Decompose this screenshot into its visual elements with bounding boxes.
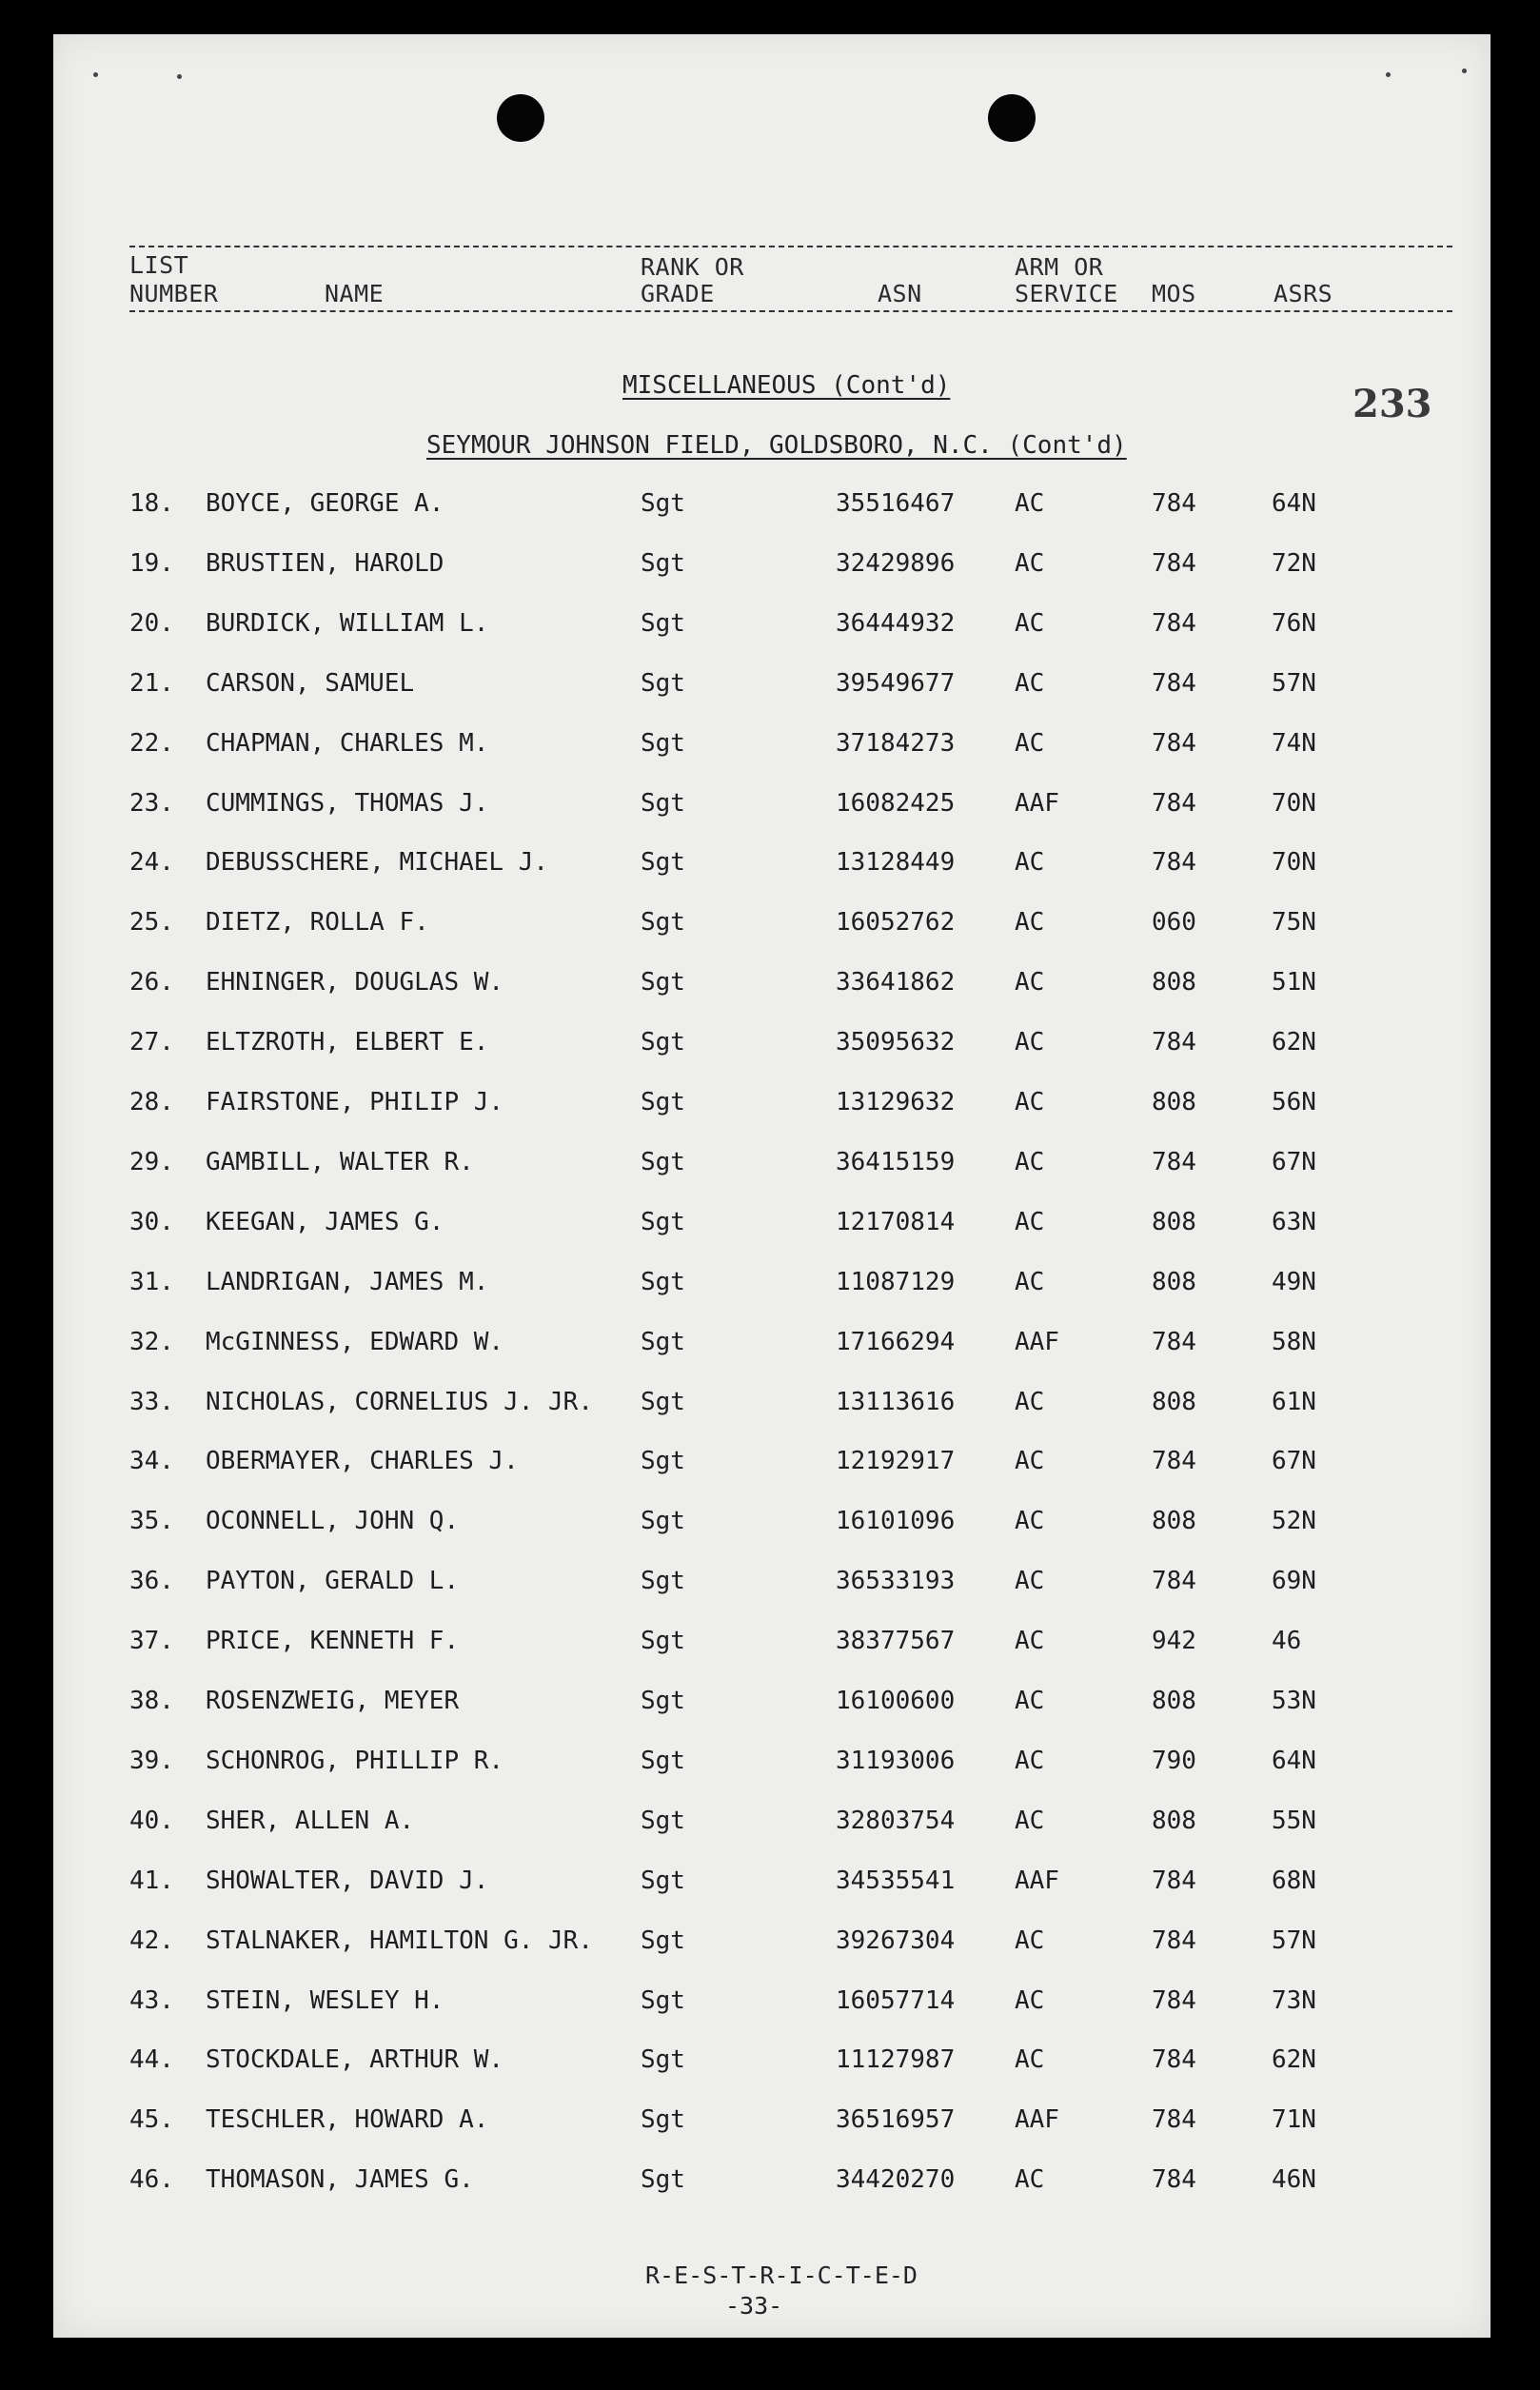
cell-num: 36. xyxy=(129,1567,174,1596)
cell-rank: Sgt xyxy=(641,1746,685,1775)
cell-mos: 942 xyxy=(1152,1627,1196,1656)
cell-mos: 784 xyxy=(1152,848,1196,878)
cell-asn: 16100600 xyxy=(836,1687,956,1715)
cell-arm: AC xyxy=(1015,908,1045,938)
cell-name: BOYCE, GEORGE A. xyxy=(206,489,444,518)
cell-num: 19. xyxy=(129,548,174,578)
cell-name: BURDICK, WILLIAM L. xyxy=(206,608,489,638)
cell-asrs: 57N xyxy=(1272,1926,1316,1955)
cell-asn: 13113616 xyxy=(836,1387,956,1416)
table-row xyxy=(53,1447,1491,1485)
cell-rank: Sgt xyxy=(641,1088,685,1116)
cell-mos: 784 xyxy=(1152,2105,1196,2135)
table-row xyxy=(53,1627,1491,1665)
cell-mos: 808 xyxy=(1152,1387,1196,1416)
cell-arm: AC xyxy=(1015,968,1045,997)
cell-mos: 060 xyxy=(1152,908,1196,938)
table-row xyxy=(53,609,1491,647)
cell-arm: AC xyxy=(1015,608,1045,638)
header-rule-top xyxy=(129,246,1452,247)
cell-rank: Sgt xyxy=(641,608,685,638)
cell-arm: AC xyxy=(1015,1207,1045,1236)
cell-rank: Sgt xyxy=(641,728,685,758)
cell-arm: AC xyxy=(1015,1985,1045,2015)
cell-rank: Sgt xyxy=(641,1267,685,1296)
cell-name: DEBUSSCHERE, MICHAEL J. xyxy=(206,848,549,878)
restricted-marking: R-E-S-T-R-I-C-T-E-D xyxy=(645,2262,918,2289)
cell-asrs: 49N xyxy=(1272,1267,1316,1296)
header-asn: ASN xyxy=(878,280,922,307)
cell-arm: AC xyxy=(1015,548,1045,578)
table-row xyxy=(53,1807,1491,1845)
header-mos: MOS xyxy=(1152,280,1196,307)
speck xyxy=(1386,72,1391,77)
cell-rank: Sgt xyxy=(641,1387,685,1416)
cell-arm: AC xyxy=(1015,848,1045,878)
cell-rank: Sgt xyxy=(641,1447,685,1476)
cell-asn: 32803754 xyxy=(836,1806,956,1835)
cell-num: 45. xyxy=(129,2105,174,2135)
binder-hole-left xyxy=(497,94,544,142)
cell-asn: 16052762 xyxy=(836,908,956,938)
header-rule-bottom xyxy=(129,310,1452,312)
cell-mos: 808 xyxy=(1152,1806,1196,1835)
cell-rank: Sgt xyxy=(641,668,685,698)
table-row xyxy=(53,789,1491,827)
cell-mos: 784 xyxy=(1152,1028,1196,1057)
cell-asrs: 55N xyxy=(1272,1806,1316,1835)
cell-num: 24. xyxy=(129,848,174,878)
cell-arm: AC xyxy=(1015,1746,1045,1775)
table-row xyxy=(53,1867,1491,1905)
cell-asrs: 70N xyxy=(1272,788,1316,818)
cell-rank: Sgt xyxy=(641,788,685,818)
cell-num: 46. xyxy=(129,2165,174,2195)
table-row xyxy=(53,1986,1491,2025)
cell-arm: AC xyxy=(1015,1088,1045,1116)
header-name: NAME xyxy=(325,280,385,307)
cell-rank: Sgt xyxy=(641,908,685,938)
cell-asn: 36444932 xyxy=(836,608,956,638)
table-row xyxy=(53,1088,1491,1126)
cell-mos: 784 xyxy=(1152,489,1196,518)
cell-arm: AC xyxy=(1015,668,1045,698)
cell-name: McGINNESS, EDWARD W. xyxy=(206,1327,504,1356)
cell-rank: Sgt xyxy=(641,2165,685,2195)
cell-mos: 808 xyxy=(1152,1088,1196,1116)
cell-asn: 38377567 xyxy=(836,1627,956,1656)
cell-name: CHAPMAN, CHARLES M. xyxy=(206,728,489,758)
cell-asn: 37184273 xyxy=(836,728,956,758)
cell-arm: AC xyxy=(1015,489,1045,518)
speck xyxy=(177,74,182,79)
cell-asrs: 76N xyxy=(1272,608,1316,638)
cell-rank: Sgt xyxy=(641,1327,685,1356)
footer-page-number: -33- xyxy=(725,2292,783,2320)
cell-rank: Sgt xyxy=(641,1147,685,1176)
cell-rank: Sgt xyxy=(641,2105,685,2135)
cell-mos: 790 xyxy=(1152,1746,1196,1775)
header-arm: ARM OR xyxy=(1015,253,1104,281)
cell-asrs: 62N xyxy=(1272,1028,1316,1057)
cell-mos: 784 xyxy=(1152,788,1196,818)
table-row xyxy=(53,1687,1491,1725)
cell-asrs: 74N xyxy=(1272,728,1316,758)
cell-asrs: 64N xyxy=(1272,1746,1316,1775)
cell-asrs: 68N xyxy=(1272,1866,1316,1895)
cell-arm: AAF xyxy=(1015,2105,1059,2135)
cell-asn: 16057714 xyxy=(836,1985,956,2015)
cell-arm: AC xyxy=(1015,1387,1045,1416)
cell-mos: 784 xyxy=(1152,1447,1196,1476)
cell-mos: 784 xyxy=(1152,548,1196,578)
cell-rank: Sgt xyxy=(641,1687,685,1715)
cell-mos: 808 xyxy=(1152,1687,1196,1715)
cell-name: LANDRIGAN, JAMES M. xyxy=(206,1267,489,1296)
cell-mos: 808 xyxy=(1152,968,1196,997)
table-row xyxy=(53,2165,1491,2203)
cell-arm: AC xyxy=(1015,1267,1045,1296)
cell-asrs: 56N xyxy=(1272,1088,1316,1116)
cell-asn: 31193006 xyxy=(836,1746,956,1775)
cell-num: 21. xyxy=(129,668,174,698)
cell-name: THOMASON, JAMES G. xyxy=(206,2165,474,2195)
cell-asrs: 46 xyxy=(1272,1627,1302,1656)
cell-asrs: 62N xyxy=(1272,2045,1316,2075)
subsection-title: SEYMOUR JOHNSON FIELD, GOLDSBORO, N.C. (Cont'd) xyxy=(426,431,1127,460)
cell-num: 35. xyxy=(129,1507,174,1536)
cell-arm: AC xyxy=(1015,1147,1045,1176)
cell-asn: 11127987 xyxy=(836,2045,956,2075)
cell-asn: 16082425 xyxy=(836,788,956,818)
table-row xyxy=(53,549,1491,587)
cell-asrs: 53N xyxy=(1272,1687,1316,1715)
cell-num: 22. xyxy=(129,728,174,758)
cell-name: TESCHLER, HOWARD A. xyxy=(206,2105,489,2135)
cell-asrs: 67N xyxy=(1272,1147,1316,1176)
cell-arm: AC xyxy=(1015,1806,1045,1835)
speck xyxy=(1462,69,1467,73)
cell-asn: 33641862 xyxy=(836,968,956,997)
cell-rank: Sgt xyxy=(641,968,685,997)
cell-asrs: 72N xyxy=(1272,548,1316,578)
cell-mos: 784 xyxy=(1152,1567,1196,1596)
cell-rank: Sgt xyxy=(641,1507,685,1536)
cell-asrs: 58N xyxy=(1272,1327,1316,1356)
cell-rank: Sgt xyxy=(641,1866,685,1895)
cell-arm: AC xyxy=(1015,2165,1045,2195)
cell-name: DIETZ, ROLLA F. xyxy=(206,908,429,938)
cell-name: FAIRSTONE, PHILIP J. xyxy=(206,1088,504,1116)
cell-mos: 784 xyxy=(1152,2165,1196,2195)
cell-asrs: 70N xyxy=(1272,848,1316,878)
cell-name: ELTZROTH, ELBERT E. xyxy=(206,1028,489,1057)
table-row xyxy=(53,968,1491,1006)
cell-num: 40. xyxy=(129,1806,174,1835)
binder-hole-right xyxy=(988,94,1036,142)
cell-num: 37. xyxy=(129,1627,174,1656)
cell-name: STEIN, WESLEY H. xyxy=(206,1985,444,2015)
section-title: MISCELLANEOUS (Cont'd) xyxy=(622,371,951,400)
cell-asn: 13129632 xyxy=(836,1088,956,1116)
cell-mos: 808 xyxy=(1152,1267,1196,1296)
cell-rank: Sgt xyxy=(641,1207,685,1236)
cell-name: STOCKDALE, ARTHUR W. xyxy=(206,2045,504,2075)
cell-arm: AC xyxy=(1015,1507,1045,1536)
cell-asn: 12170814 xyxy=(836,1207,956,1236)
cell-name: NICHOLAS, CORNELIUS J. JR. xyxy=(206,1387,593,1416)
cell-num: 28. xyxy=(129,1088,174,1116)
table-row xyxy=(53,1388,1491,1426)
cell-asrs: 51N xyxy=(1272,968,1316,997)
cell-num: 23. xyxy=(129,788,174,818)
cell-num: 20. xyxy=(129,608,174,638)
cell-name: ROSENZWEIG, MEYER xyxy=(206,1687,460,1715)
cell-name: KEEGAN, JAMES G. xyxy=(206,1207,444,1236)
cell-arm: AC xyxy=(1015,2045,1045,2075)
table-row xyxy=(53,1328,1491,1366)
table-row xyxy=(53,1926,1491,1965)
cell-asrs: 64N xyxy=(1272,489,1316,518)
cell-rank: Sgt xyxy=(641,1926,685,1955)
cell-name: PAYTON, GERALD L. xyxy=(206,1567,460,1596)
cell-asn: 13128449 xyxy=(836,848,956,878)
cell-name: BRUSTIEN, HAROLD xyxy=(206,548,444,578)
cell-name: PRICE, KENNETH F. xyxy=(206,1627,460,1656)
table-row xyxy=(53,1747,1491,1785)
cell-asrs: 73N xyxy=(1272,1985,1316,2015)
cell-arm: AC xyxy=(1015,1627,1045,1656)
header-service: SERVICE xyxy=(1015,280,1118,307)
cell-name: SHER, ALLEN A. xyxy=(206,1806,415,1835)
cell-rank: Sgt xyxy=(641,1567,685,1596)
cell-num: 31. xyxy=(129,1267,174,1296)
cell-asrs: 46N xyxy=(1272,2165,1316,2195)
cell-rank: Sgt xyxy=(641,489,685,518)
cell-rank: Sgt xyxy=(641,1028,685,1057)
cell-arm: AC xyxy=(1015,1567,1045,1596)
header-number: NUMBER xyxy=(129,280,219,307)
cell-asrs: 52N xyxy=(1272,1507,1316,1536)
table-row xyxy=(53,1148,1491,1186)
table-row xyxy=(53,1208,1491,1246)
table-row xyxy=(53,669,1491,707)
cell-num: 27. xyxy=(129,1028,174,1057)
cell-asn: 36516957 xyxy=(836,2105,956,2135)
table-row xyxy=(53,1268,1491,1306)
cell-arm: AC xyxy=(1015,728,1045,758)
cell-asrs: 69N xyxy=(1272,1567,1316,1596)
cell-mos: 784 xyxy=(1152,1866,1196,1895)
cell-num: 43. xyxy=(129,1985,174,2015)
header-grade: GRADE xyxy=(641,280,715,307)
cell-rank: Sgt xyxy=(641,2045,685,2075)
table-row xyxy=(53,2045,1491,2084)
cell-rank: Sgt xyxy=(641,548,685,578)
table-row xyxy=(53,2105,1491,2143)
cell-mos: 784 xyxy=(1152,1327,1196,1356)
cell-mos: 784 xyxy=(1152,2045,1196,2075)
cell-num: 32. xyxy=(129,1327,174,1356)
page-number: 233 xyxy=(1352,382,1432,426)
cell-name: STALNAKER, HAMILTON G. JR. xyxy=(206,1926,593,1955)
cell-asrs: 75N xyxy=(1272,908,1316,938)
cell-asn: 35516467 xyxy=(836,489,956,518)
cell-mos: 784 xyxy=(1152,608,1196,638)
cell-arm: AC xyxy=(1015,1687,1045,1715)
cell-asrs: 63N xyxy=(1272,1207,1316,1236)
cell-mos: 784 xyxy=(1152,1985,1196,2015)
cell-asn: 16101096 xyxy=(836,1507,956,1536)
cell-asn: 32429896 xyxy=(836,548,956,578)
cell-name: OCONNELL, JOHN Q. xyxy=(206,1507,460,1536)
cell-num: 34. xyxy=(129,1447,174,1476)
cell-mos: 784 xyxy=(1152,1926,1196,1955)
cell-asn: 39549677 xyxy=(836,668,956,698)
cell-asrs: 61N xyxy=(1272,1387,1316,1416)
cell-asn: 39267304 xyxy=(836,1926,956,1955)
cell-num: 33. xyxy=(129,1387,174,1416)
cell-asrs: 67N xyxy=(1272,1447,1316,1476)
cell-name: SHOWALTER, DAVID J. xyxy=(206,1866,489,1895)
header-asrs: ASRS xyxy=(1273,280,1333,307)
cell-name: CUMMINGS, THOMAS J. xyxy=(206,788,489,818)
cell-rank: Sgt xyxy=(641,1627,685,1656)
cell-num: 25. xyxy=(129,908,174,938)
cell-mos: 784 xyxy=(1152,1147,1196,1176)
document-page xyxy=(53,34,1491,2338)
table-row xyxy=(53,848,1491,886)
table-row xyxy=(53,729,1491,767)
cell-asn: 35095632 xyxy=(836,1028,956,1057)
cell-asn: 11087129 xyxy=(836,1267,956,1296)
cell-asn: 36533193 xyxy=(836,1567,956,1596)
cell-asrs: 57N xyxy=(1272,668,1316,698)
cell-arm: AC xyxy=(1015,1028,1045,1057)
cell-arm: AAF xyxy=(1015,1866,1059,1895)
header-list: LIST xyxy=(129,251,189,279)
cell-asn: 34535541 xyxy=(836,1866,956,1895)
cell-mos: 808 xyxy=(1152,1207,1196,1236)
cell-name: SCHONROG, PHILLIP R. xyxy=(206,1746,504,1775)
cell-mos: 784 xyxy=(1152,668,1196,698)
table-row xyxy=(53,908,1491,946)
table-row xyxy=(53,489,1491,527)
cell-arm: AC xyxy=(1015,1447,1045,1476)
cell-name: CARSON, SAMUEL xyxy=(206,668,415,698)
header-rank: RANK OR xyxy=(641,253,744,281)
cell-num: 26. xyxy=(129,968,174,997)
cell-rank: Sgt xyxy=(641,1985,685,2015)
speck xyxy=(93,72,98,77)
cell-mos: 784 xyxy=(1152,728,1196,758)
cell-rank: Sgt xyxy=(641,1806,685,1835)
cell-num: 44. xyxy=(129,2045,174,2075)
cell-num: 39. xyxy=(129,1746,174,1775)
cell-name: EHNINGER, DOUGLAS W. xyxy=(206,968,504,997)
cell-num: 41. xyxy=(129,1866,174,1895)
cell-asn: 17166294 xyxy=(836,1327,956,1356)
cell-num: 38. xyxy=(129,1687,174,1715)
cell-num: 29. xyxy=(129,1147,174,1176)
cell-arm: AC xyxy=(1015,1926,1045,1955)
cell-asn: 12192917 xyxy=(836,1447,956,1476)
cell-name: GAMBILL, WALTER R. xyxy=(206,1147,474,1176)
cell-mos: 808 xyxy=(1152,1507,1196,1536)
table-row xyxy=(53,1567,1491,1605)
cell-asn: 34420270 xyxy=(836,2165,956,2195)
cell-asrs: 71N xyxy=(1272,2105,1316,2135)
cell-num: 42. xyxy=(129,1926,174,1955)
table-row xyxy=(53,1028,1491,1066)
cell-num: 30. xyxy=(129,1207,174,1236)
cell-asn: 36415159 xyxy=(836,1147,956,1176)
cell-rank: Sgt xyxy=(641,848,685,878)
cell-num: 18. xyxy=(129,489,174,518)
table-row xyxy=(53,1507,1491,1545)
cell-name: OBERMAYER, CHARLES J. xyxy=(206,1447,519,1476)
cell-arm: AAF xyxy=(1015,788,1059,818)
cell-arm: AAF xyxy=(1015,1327,1059,1356)
